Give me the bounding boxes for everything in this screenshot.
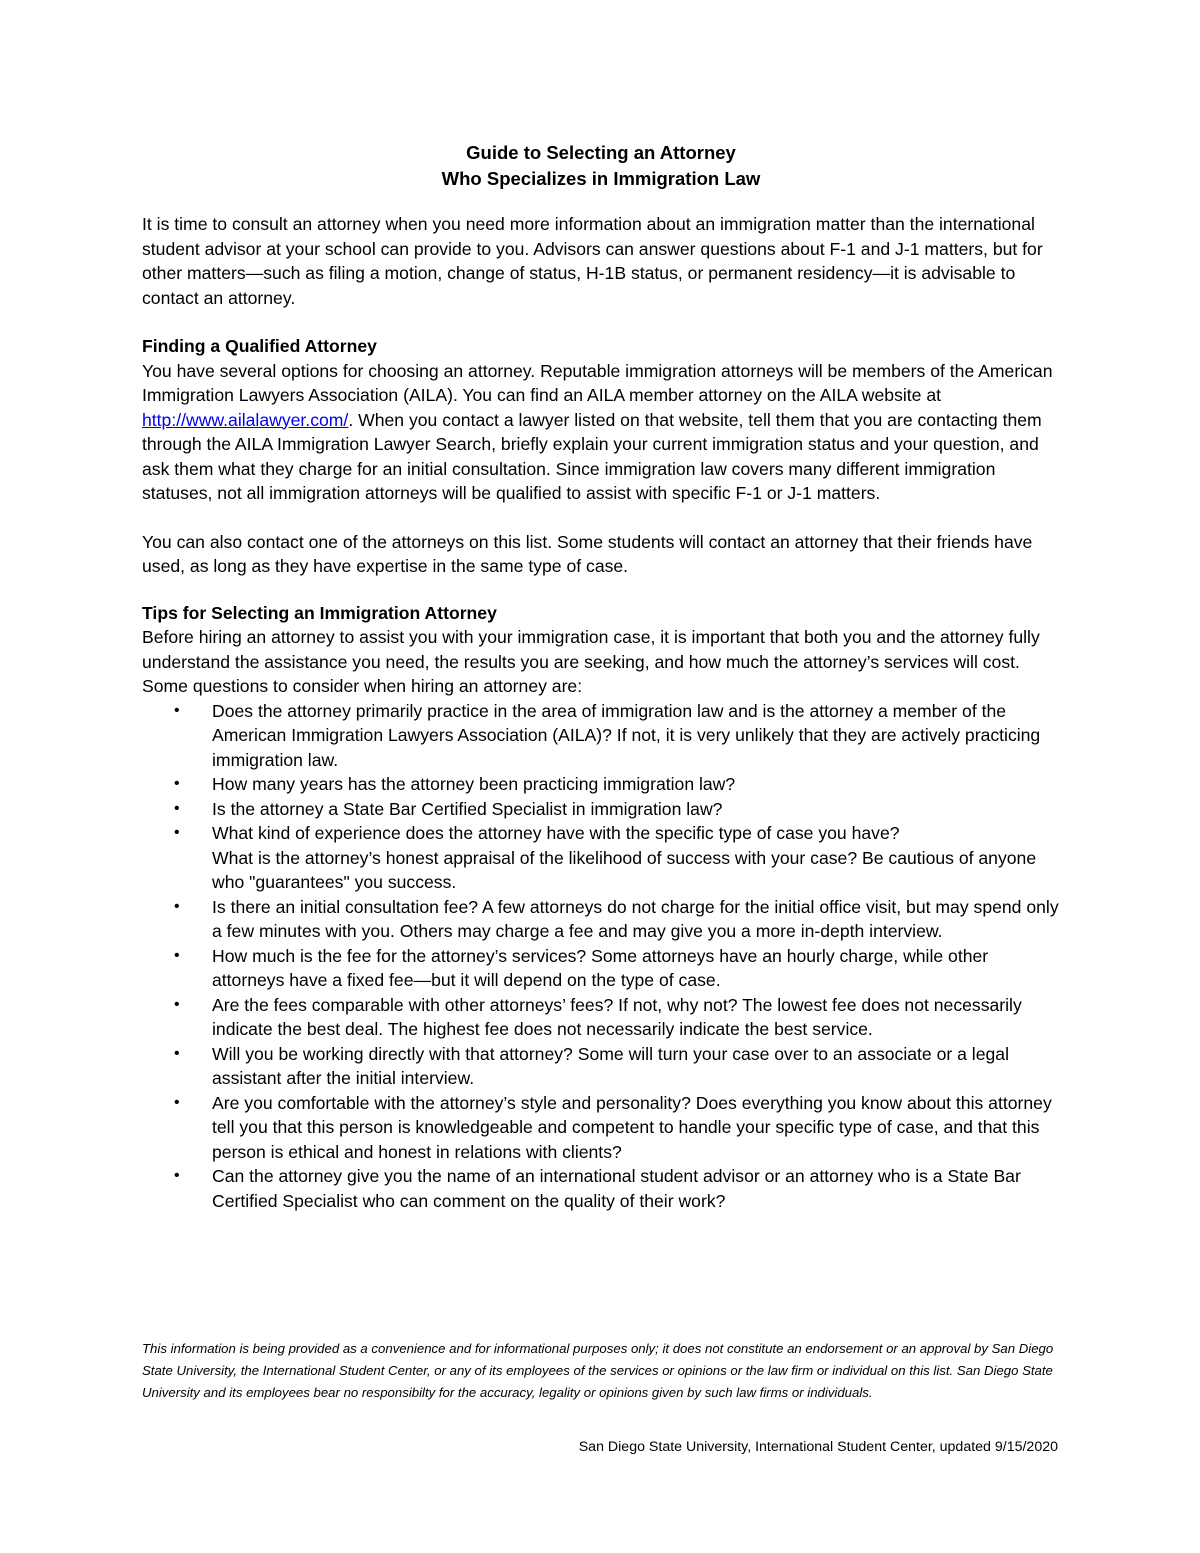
footer-credit: San Diego State University, International Student Center, updated 9/15/2020 [578, 1439, 1058, 1455]
list-item-text: Does the attorney primarily practice in the area of immigration law and is the attorney a member of the American Immigration Lawyers Association (AILA)? If not, it is very unlikely that they are actively practicing immigration law. [212, 700, 1041, 770]
finding-paragraph-1 [142, 359, 1060, 506]
bullet-icon: • [174, 701, 180, 719]
finding-paragraph-2: You can also contact one of the attorneys on this list. Some students will contact an attorney that their friends have used, as long as they have expertise in the same type of case. [142, 531, 1033, 576]
finding-section [142, 334, 1060, 579]
finding-text-before-link: You have several options for choosing an attorney. Reputable immigration attorneys will be members of the American Immigration Lawyers Association (AILA). You can find an AILA member attorney on the AILA website at [142, 360, 1053, 405]
bullet-icon: • [174, 946, 180, 964]
tips-list [142, 699, 1060, 1214]
list-item [142, 699, 1060, 773]
list-item-text: Can the attorney give you the name of an international student advisor or an attorney who is a State Bar Certified Specialist who can comment on the quality of their work? [212, 1166, 1021, 1211]
tips-intro: Before hiring an attorney to assist you with your immigration case, it is important that both you and the attorney fully understand the assistance you need, the results you are seeking, and how much the attorney’s services will cost. Some questions to consider when hiring an attorney are: [142, 627, 1040, 696]
list-item-text: Is there an initial consultation fee? A few attorneys do not charge for the initial office visit, but may spend only a few minutes with you. Others may charge a fee and may give you a more in-depth interview. [212, 896, 1059, 941]
bullet-icon: • [174, 775, 180, 792]
list-item [142, 1042, 1060, 1091]
list-item [142, 1091, 1060, 1165]
tips-section [142, 601, 1060, 1214]
finding-heading: Finding a Qualified Attorney [142, 336, 377, 356]
list-item [142, 944, 1060, 993]
intro-paragraph: It is time to consult an attorney when you need more information about an immigration matter than the international student advisor at your school can provide to you. Advisors can answer questions about F-1 and J-1 matters, but for other matters—such as filing a motion, change of status, H-1B status, or permanent residency—it is advisable to contact an attorney. [142, 214, 1043, 308]
bullet-icon: • [174, 897, 180, 915]
aila-website-link[interactable]: http://www.ailalawyer.com/ [142, 409, 349, 430]
list-item-continuation: What is the attorney’s honest appraisal of the likelihood of success with your case? Be cautious of anyone who "guarantees" you success. [212, 847, 1037, 892]
list-item-text: How much is the fee for the attorney’s services? Some attorneys have an hourly charge, while other attorneys have a fixed fee—but it will depend on the type of case. [212, 945, 989, 990]
list-item-text: Are the fees comparable with other attorneys’ fees? If not, why not? The lowest fee does not necessarily indicate the best deal. The highest fee does not necessarily indicate the best service. [212, 994, 1022, 1039]
list-item [142, 821, 1060, 895]
document-title [142, 140, 1060, 192]
list-item-text: Is the attorney a State Bar Certified Specialist in immigration law? [212, 798, 723, 819]
list-item [142, 797, 1060, 822]
list-item [142, 993, 1060, 1042]
list-item-text: How many years has the attorney been practicing immigration law? [212, 774, 736, 794]
bullet-icon: • [174, 824, 180, 841]
list-item [142, 1164, 1060, 1213]
list-item-text: Will you be working directly with that attorney? Some will turn your case over to an associate or a legal assistant after the initial interview. [212, 1043, 1009, 1088]
list-item-text: Are you comfortable with the attorney’s style and personality? Does everything you know about this attorney tell you that this person is knowledgeable and competent to handle your specific type of case, and that this person is ethical and honest in relations with clients? [212, 1092, 1052, 1162]
finding-text-after-link: . When you contact a lawyer listed on that website, tell them that you are contacting them through the AILA Immigration Lawyer Search, briefly explain your current immigration status and your question, and ask them what they charge for an initial consultation. Since immigration law covers many different immigration statuses, not all immigration attorneys will be qualified to assist with specific F-1 or J-1 matters. [142, 409, 1042, 503]
bullet-icon: • [174, 995, 180, 1013]
list-item [142, 772, 1060, 797]
title-line-2: Who Specializes in Immigration Law [441, 168, 761, 189]
bullet-icon: • [174, 1044, 180, 1062]
tips-heading: Tips for Selecting an Immigration Attorney [142, 602, 497, 623]
disclaimer: This information is being provided as a convenience and for informational purposes only; it does not constitute an endorsement or an approval by San Diego State University, the International Student Center, or any of its employees of the services or opinions or the law firm or individual on this list. San Diego State University and its employees bear no responsibilty for the accuracy, legality or opinions given by such law firms or individuals. [142, 1341, 1054, 1400]
bullet-icon: • [174, 1093, 180, 1111]
bullet-icon: • [174, 799, 180, 817]
list-item-text: What kind of experience does the attorney have with the specific type of case you have? [212, 823, 900, 843]
title-line-1: Guide to Selecting an Attorney [466, 142, 736, 163]
list-item [142, 895, 1060, 944]
document-body [142, 140, 1060, 1235]
bullet-icon: • [174, 1167, 180, 1184]
